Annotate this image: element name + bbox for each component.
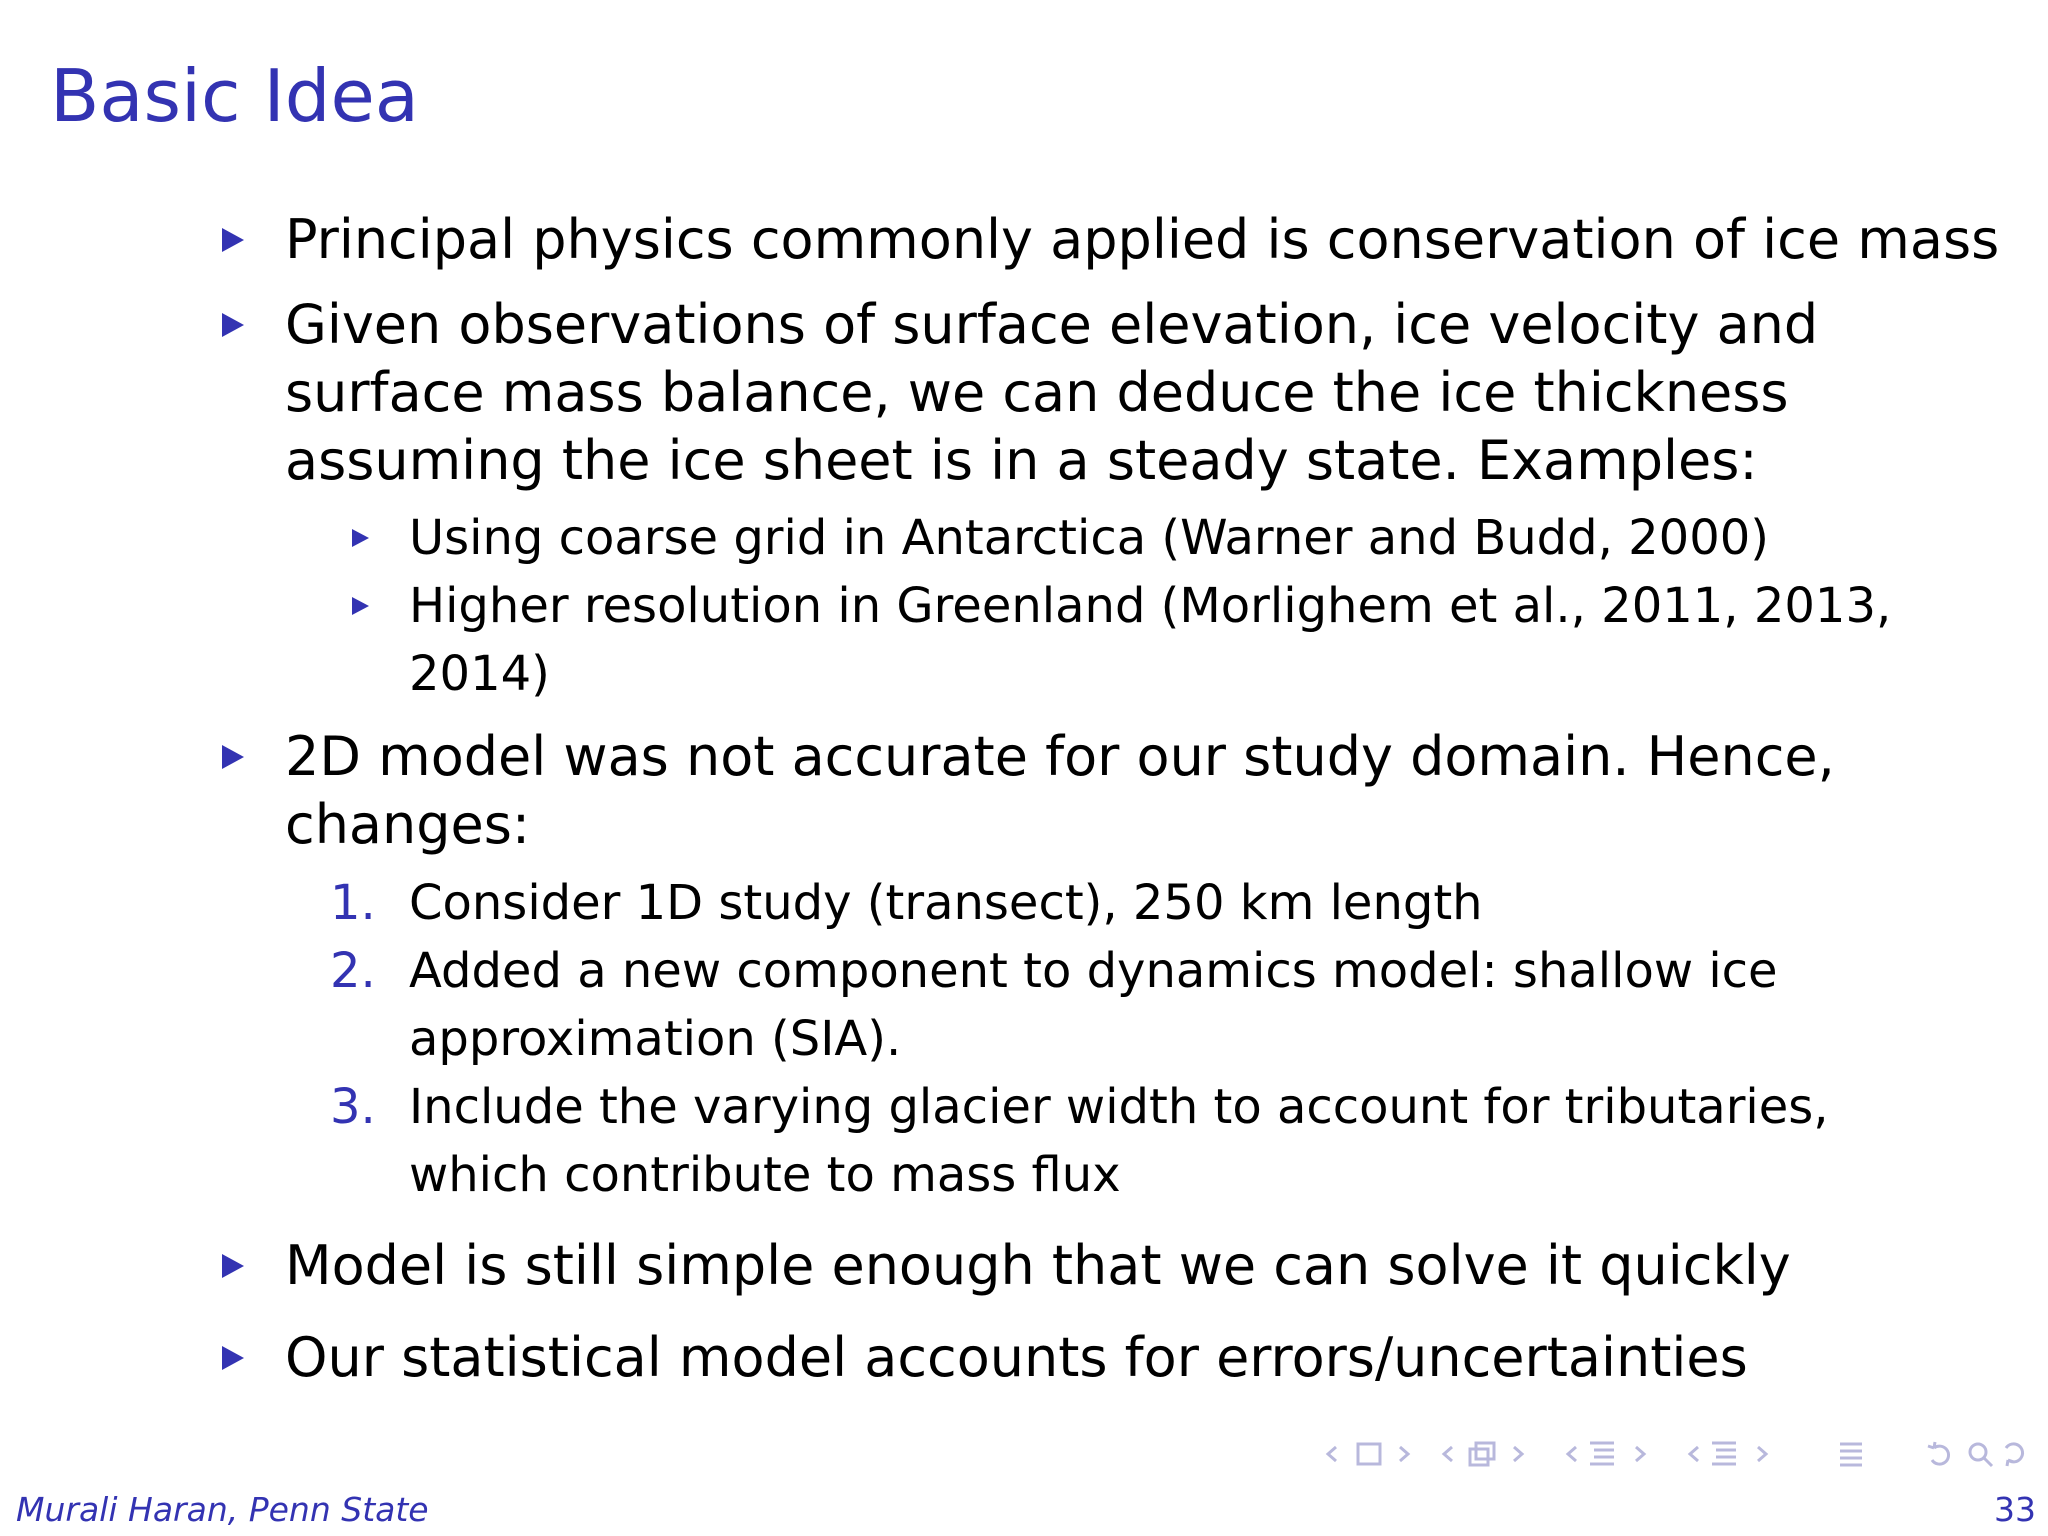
bullet-5-line-1: Our statistical model accounts for errors/uncertainties: [285, 1326, 1748, 1389]
navigation-bar: [1318, 1434, 2038, 1474]
navigation-icons: [1318, 1434, 2038, 1474]
bullet-1-line-1: Principal physics commonly applied is conservation of ice mass: [285, 208, 2000, 271]
nav-right-arrow-icon: [1636, 1447, 1644, 1461]
back-icon: [1928, 1442, 1949, 1464]
nav-left-arrow-icon: [1444, 1447, 1452, 1461]
section-icon: [1590, 1443, 1614, 1464]
bullet-3-line-2: changes:: [285, 793, 531, 856]
bullet-marker-icon: [222, 228, 244, 252]
sub-bullet-2-line-2: 2014): [409, 646, 550, 702]
nav-left-arrow-icon: [1690, 1447, 1698, 1461]
nav-left-arrow-icon: [1568, 1447, 1576, 1461]
enum-item-3-line-2: which contribute to mass flux: [409, 1147, 1121, 1203]
bullet-2-line-1: Given observations of surface elevation, ice velocity and: [285, 293, 1819, 356]
bullet-marker-icon: [222, 1346, 244, 1370]
bullet-marker-icon: [222, 313, 244, 337]
nav-right-arrow-icon: [1758, 1447, 1766, 1461]
bullet-2-line-3: assuming the ice sheet is in a steady state. Examples:: [285, 429, 1758, 492]
enum-number: 1.: [330, 875, 376, 931]
sub-bullet-1-line-1: Using coarse grid in Antarctica (Warner and Budd, 2000): [409, 510, 1770, 566]
enum-number: 2.: [330, 943, 376, 999]
enum-number: 3.: [330, 1079, 376, 1135]
enum-item-2-line-1: Added a new component to dynamics model: shallow ice: [409, 943, 1778, 999]
enum-item-2-line-2: approximation (SIA).: [409, 1011, 902, 1067]
bullet-marker-icon: [222, 1254, 244, 1278]
nav-right-arrow-icon: [1514, 1447, 1522, 1461]
sub-bullet-marker-icon: [352, 529, 369, 547]
enum-item-3-line-1: Include the varying glacier width to account for tributaries,: [409, 1079, 1829, 1135]
nav-left-arrow-icon: [1328, 1447, 1336, 1461]
subsection-icon: [1470, 1443, 1494, 1465]
sub-bullet-marker-icon: [352, 597, 369, 615]
nav-right-arrow-icon: [1400, 1447, 1408, 1461]
bullet-4-line-1: Model is still simple enough that we can solve it quickly: [285, 1234, 1791, 1297]
frame-icon: [1358, 1444, 1380, 1464]
bullet-marker-icon: [222, 745, 244, 769]
bullet-3-line-1: 2D model was not accurate for our study domain. Hence,: [285, 725, 1835, 788]
sub-bullet-2-line-1: Higher resolution in Greenland (Morlighem et al., 2011, 2013,: [409, 578, 1892, 634]
page-number: 33: [1994, 1490, 2036, 1529]
footer-author: Murali Haran, Penn State: [16, 1490, 429, 1529]
slide-title: Basic Idea: [50, 54, 419, 138]
bullet-2-line-2: surface mass balance, we can deduce the ice thickness: [285, 361, 1789, 424]
enum-item-1-line-1: Consider 1D study (transect), 250 km length: [409, 875, 1483, 931]
document-icon: [1712, 1443, 1736, 1464]
search-icon: [1970, 1444, 2023, 1466]
align-icon: [1840, 1444, 1862, 1465]
